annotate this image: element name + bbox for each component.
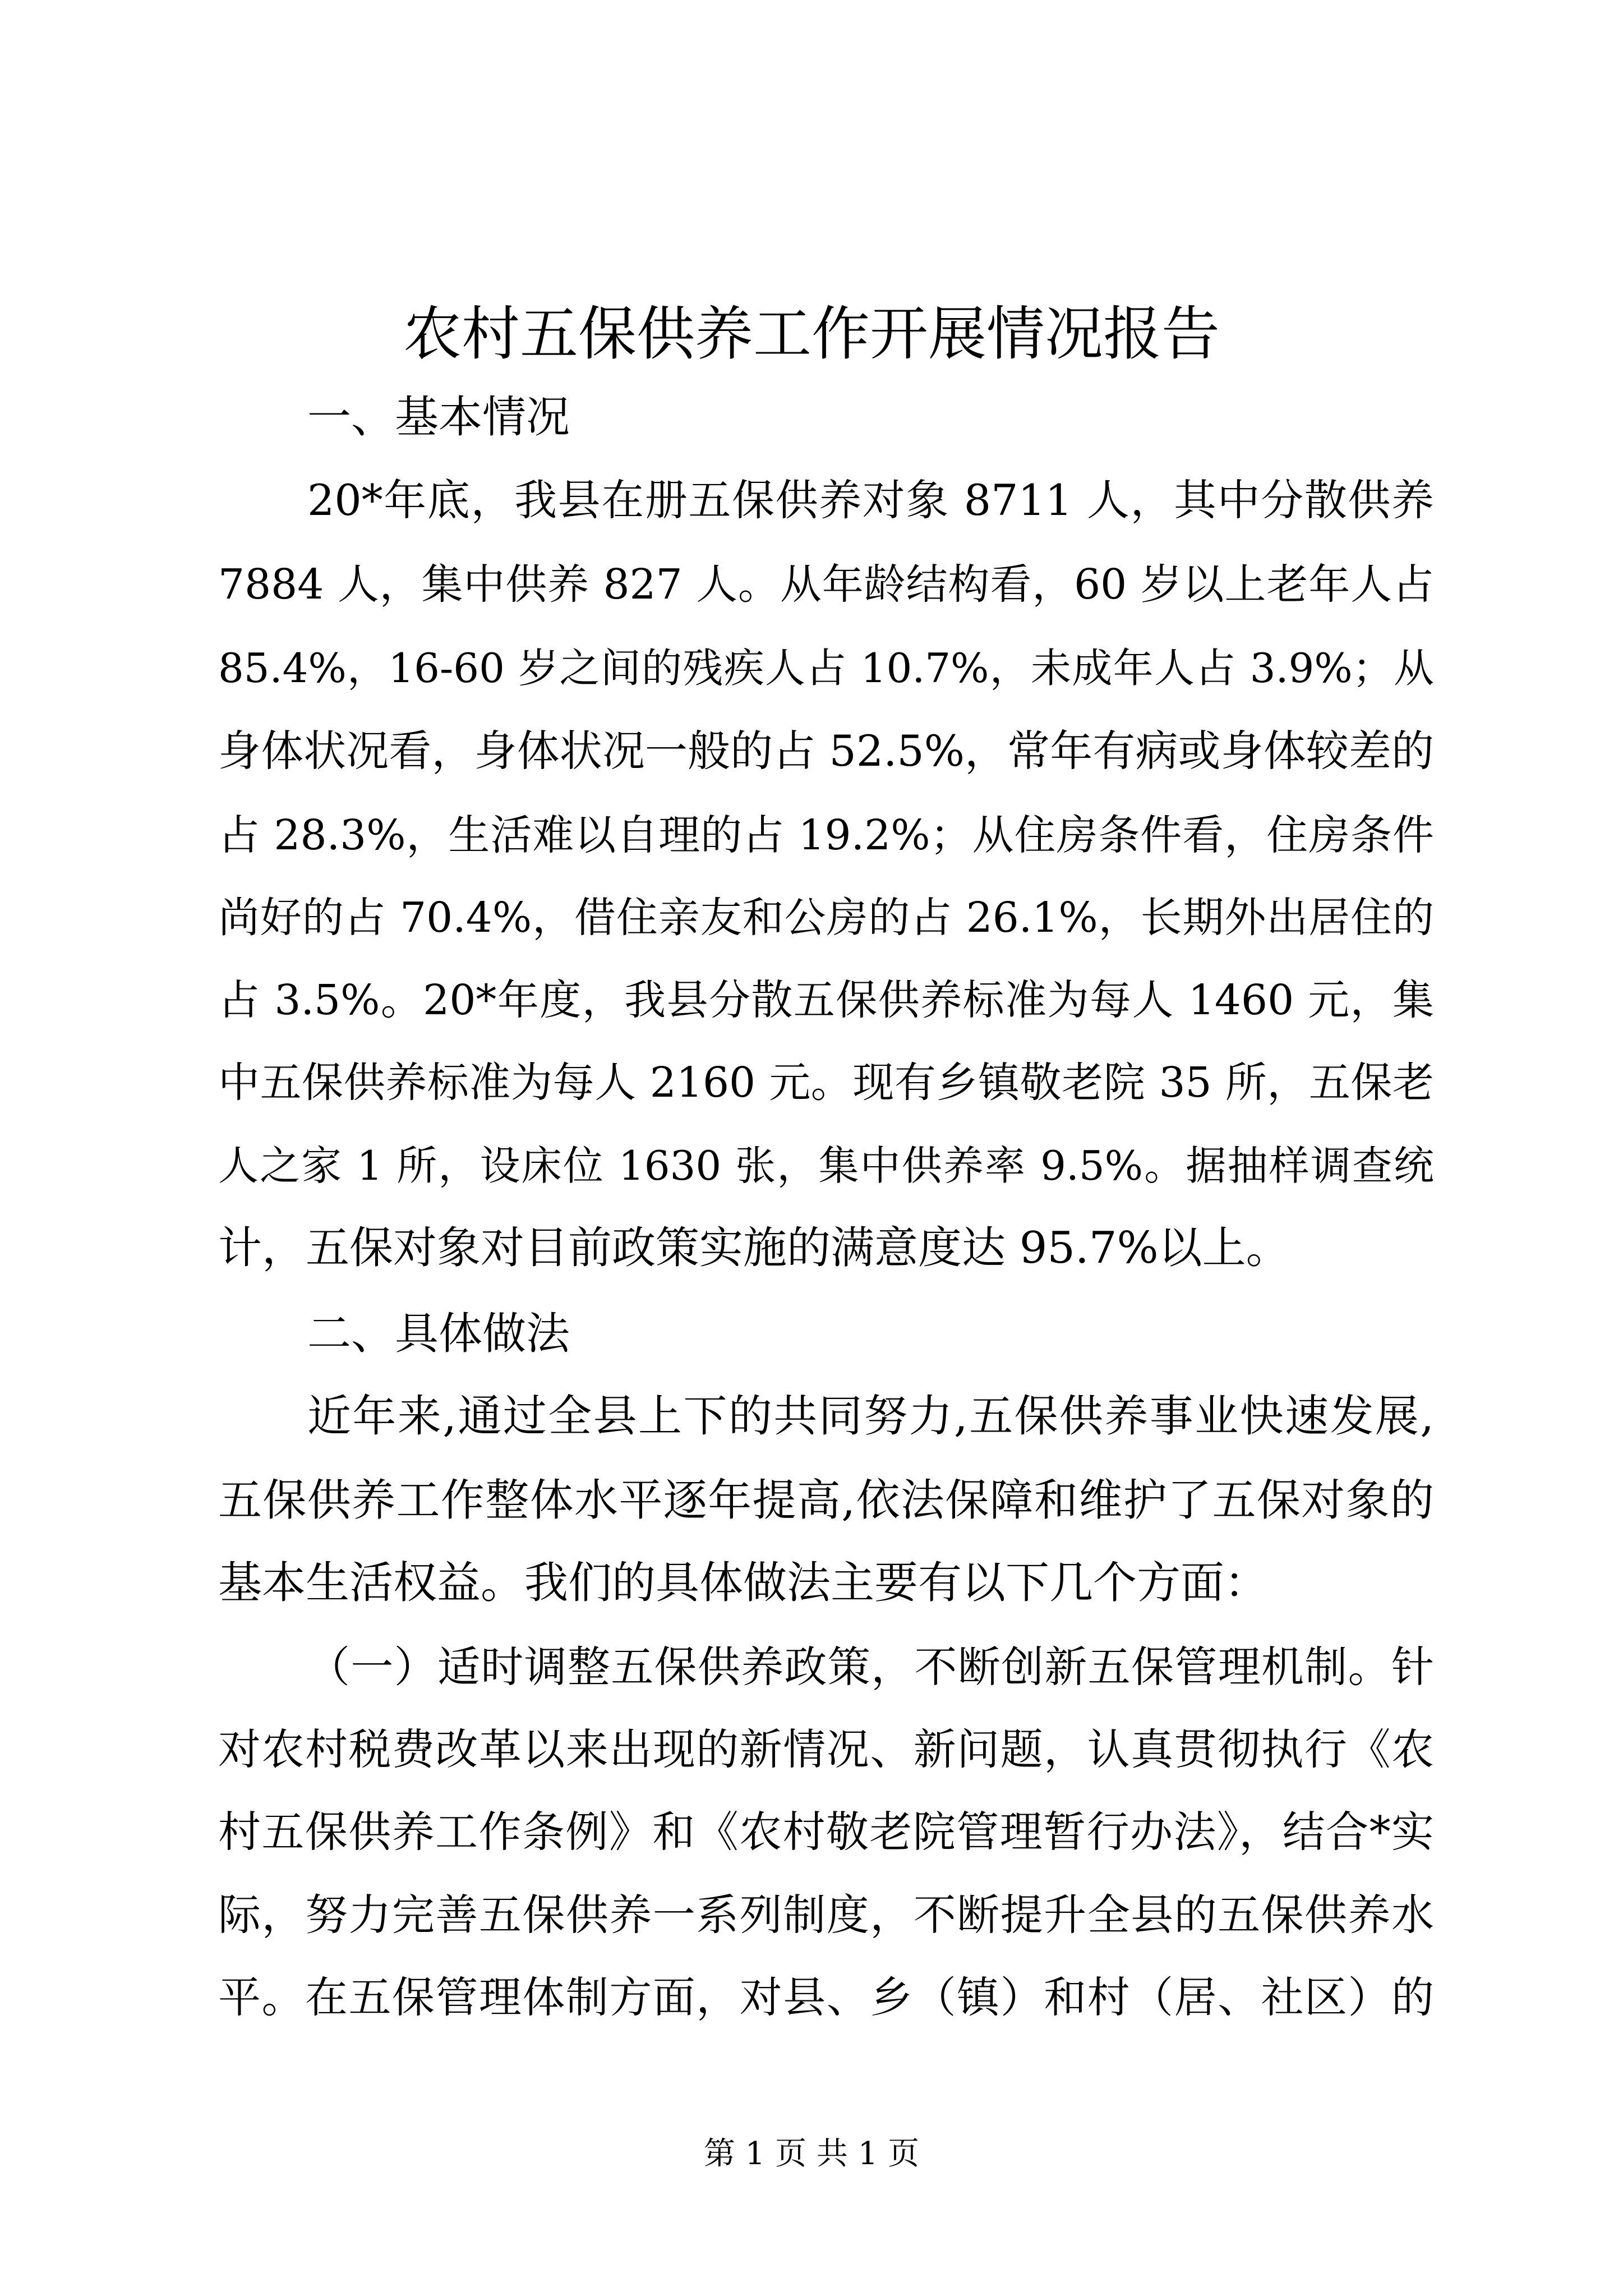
paragraph-line: 村五保供养工作条例》和《农村敬老院管理暂行办法》，结合*实	[218, 1807, 1434, 1857]
paragraph-line: 尚好的占 70.4%，借住亲友和公房的占 26.1%，长期外出居住的	[218, 894, 1434, 942]
paragraph-line: 85.4%，16-60 岁之间的残疾人占 10.7%，未成年人占 3.9%；从	[218, 645, 1434, 692]
paragraph-line: 计，五保对象对目前政策实施的满意度达 95.7%以上。	[218, 1223, 1290, 1273]
paragraph-line: 近年来,通过全县上下的共同努力,五保供养事业快速发展,	[307, 1391, 1434, 1442]
paragraph-line: 人之家 1 所，设床位 1630 张，集中供养率 9.5%。据抽样调查统	[218, 1142, 1434, 1189]
section-heading: 二、具体做法	[307, 1309, 570, 1359]
paragraph-line: 7884 人，集中供养 827 人。从年龄结构看，60 岁以上老年人占	[218, 560, 1434, 609]
paragraph-line: （一）适时调整五保供养政策，不断创新五保管理机制。针	[307, 1642, 1434, 1692]
paragraph-line: 平。在五保管理体制方面，对县、乡（镇）和村（居、社区）的	[218, 1972, 1434, 2022]
paragraph-line: 身体状况看，身体状况一般的占 52.5%，常年有病或身体较差的	[218, 726, 1434, 776]
page-footer: 第 1 页 共 1 页	[703, 2136, 920, 2172]
document-title: 农村五保供养工作开展情况报告	[403, 300, 1220, 368]
paragraph-line: 20*年底，我县在册五保供养对象 8711 人，其中分散供养	[307, 475, 1434, 525]
paragraph-line: 占 3.5%。20*年度，我县分散五保供养标准为每人 1460 元，集	[218, 976, 1434, 1024]
paragraph-line: 基本生活权益。我们的具体做法主要有以下几个方面：	[218, 1558, 1269, 1608]
paragraph-line: 中五保供养标准为每人 2160 元。现有乡镇敬老院 35 所，五保老	[218, 1059, 1434, 1107]
paragraph-line: 五保供养工作整体水平逐年提高,依法保障和维护了五保对象的	[218, 1475, 1434, 1526]
paragraph-line: 际，努力完善五保供养一系列制度，不断提升全县的五保供养水	[218, 1890, 1434, 1940]
paragraph-line: 占 28.3%，生活难以自理的占 19.2%；从住房条件看，住房条件	[218, 811, 1434, 859]
paragraph-line: 对农村税费改革以来出现的新情况、新问题，认真贯彻执行《农	[218, 1724, 1434, 1774]
section-heading: 一、基本情况	[307, 392, 570, 443]
